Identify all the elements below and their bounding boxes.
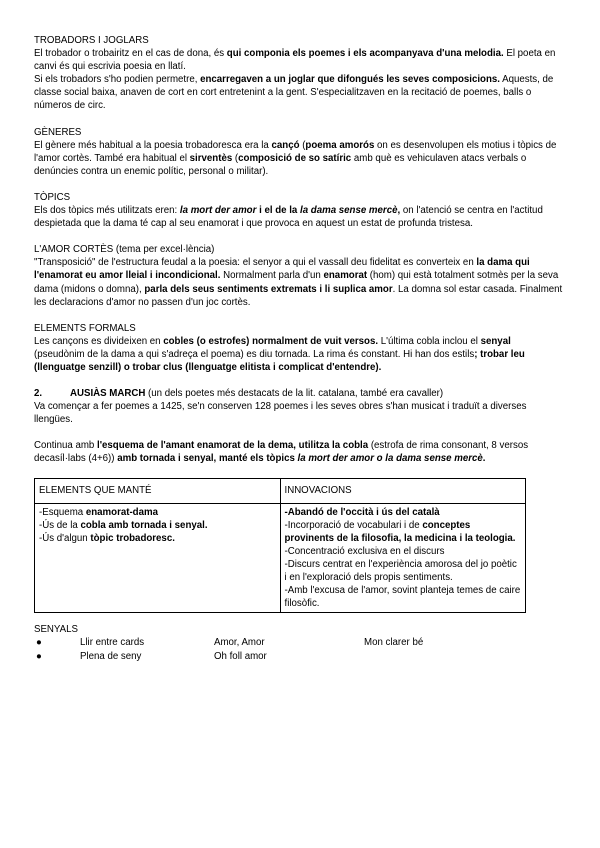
section-trobadors [34,34,564,113]
paragraph [34,439,564,465]
text: -Ús de la [39,519,81,531]
bold-italic-text: la dama sense mercè [300,205,398,217]
bold-text: encarregaven a un joglar que difongués les seves composicions. [200,74,500,86]
cell-line: -Concentració exclusiva en el discurs [284,545,445,557]
text: "Transposició" de l'estructura feudal a la poesia: el senyor a qui el vassall deu fidelitat es converteix en [34,257,477,269]
bold-text: i el de la [256,205,300,217]
bullet-icon: ● [36,651,42,663]
bold-text: , [397,205,401,217]
text: Si els trobadors s'ho podien permetre, [34,74,201,86]
bold-text: AUSIÀS MARCH [70,388,146,400]
table-cell [280,503,526,613]
text: (estrofa de rima consonant, 8 versos decasíl·labs (4+6)) [34,440,529,465]
bold-text: senyal [480,335,511,347]
list-item [34,636,564,650]
section-title: TÒPICS [34,191,71,203]
paragraph [34,335,564,374]
bold-text: l'esquema de l'amant enamorat de la dema, utilitza la cobla [97,440,369,452]
cell-line [285,506,522,519]
document-page [34,34,564,664]
paragraph [34,47,564,73]
text: El gènere més habitual a la poesia trobadoresca era la [34,139,272,151]
bold-text: parla dels seus sentiments extremats i li suplica amor [144,283,393,295]
text: ( [232,152,239,164]
bold-italic-text: la mort der amor [179,205,257,217]
text: (un dels poetes més destacats de la lit. catalana, també era cavaller) [145,388,444,400]
bold-text: cançó [271,139,300,151]
bold-italic-text: la mort der amor o la dama sense mercè [297,453,483,465]
bold-text: -Abandó de l'occità i ús del català [284,506,440,518]
cell-line [285,519,522,545]
table-header-cell: ELEMENTS QUE MANTÉ [35,478,281,503]
section-number: 2. [34,388,43,400]
text: ( [299,139,306,151]
text: El poeta en canvi és qui escrivia poesia en llatí. [34,48,556,73]
paragraph [34,256,564,308]
bold-text: sirventès [189,152,233,164]
section-senyals [34,623,564,664]
section-title: ELEMENTS FORMALS [34,322,136,334]
bold-text: conceptes provinents de la filosofia, la medicina i la teologia. [284,519,516,544]
bullet-icon: ● [36,637,42,649]
text: -Ús d'algun [39,532,91,544]
bold-text: enamorat [323,270,368,282]
table-cell [35,503,281,613]
text: El trobador o trobairitz en el cas de dona, és [34,48,227,60]
section-elements-formals [34,322,564,374]
bold-text: qui componia els poemes i els acompanyava d'una melodia. [226,48,504,60]
bold-text: poema amorós [305,139,375,151]
paragraph [34,387,564,400]
paragraph [34,73,564,112]
text: Aquests, de classe social baixa, anaven de cort en cort entretenint a la gent. S'especialitzaven en la recitació de poemes, balls o números de circ. [34,74,554,112]
text: (pseudònim de la dama a qui s'adreça el poema) es diu tornada. La rima és constant. Hi han dos estils [34,348,475,360]
text: Les cançons es divideixen en [34,335,164,347]
senyal-name: Oh foll amor [214,651,267,663]
section-title: GÈNERES [34,126,82,138]
table-row [35,503,526,613]
section-title: L'AMOR CORTÈS (tema per excel·lència) [34,244,215,256]
cell-line: -Discurs centrat en l'experiència amorosa del jo poètic i en l'exploració dels propis sentiments. [284,558,517,583]
bold-text: enamorat-dama [85,506,158,518]
senyal-name: Plena de seny [80,651,142,663]
bold-text: cobla amb tornada i senyal. [80,519,208,531]
text: L'última cobla inclou el [378,335,481,347]
text: Normalment parla d'un [220,270,324,282]
senyal-name: Llir entre cards [80,637,145,649]
text: (hom) qui està totalment sotmès per la seva dama (midons o domna), [34,270,559,295]
section-title: TROBADORS I JOGLARS [34,35,149,46]
section-title: SENYALS [34,624,78,636]
section-topics [34,191,564,230]
bold-text: la dama qui l'enamorat eu amor lleial i incondicional. [34,257,530,282]
text: . La domna sol estar casada. Finalment les declaracions d'amor no passen d'un joc cortès. [34,283,563,308]
text: on l'atenció se centra en l'actitud despietada que la dama té cap al seu enamorat i que provoca en aquest un estat de profunda tristesa. [34,205,543,230]
cell-line [39,532,276,545]
text: Els dos tòpics més utilitzats eren: [34,205,180,217]
section-ausias-march [34,387,564,426]
cell-line: -Amb l'excusa de l'amor, sovint planteja temes de caire filosòfic. [284,585,521,610]
list-item [34,650,564,664]
cell-line [39,519,276,532]
text: -Esquema [39,506,86,518]
section-continua [34,439,564,465]
text: -Incorporació de vocabulari i de [284,519,423,531]
table-header-row [35,478,526,503]
table-header-cell: INNOVACIONS [280,478,526,503]
cell-line [39,506,276,519]
senyal-name: Amor, Amor [214,637,265,649]
bold-text: . [482,453,486,465]
paragraph: Va començar a fer poemes a 1425, se'n conserven 128 poemes i les seves obres s'han musicat i traduït a diverses llengües. [34,401,527,426]
paragraph [34,139,564,178]
text: amb què es vehiculaven atacs verbals o denúncies contra un enemic polític, personal o militar). [34,152,527,177]
comparison-table [34,478,526,614]
bold-text: composició de so satíric [238,152,352,164]
paragraph [34,204,564,230]
text: Continua amb [34,440,98,452]
senyal-name: Mon clarer bé [364,637,424,649]
text: on es desenvolupen els motius i tòpics de l'amor cortès. També era habitual el [34,139,557,164]
bold-text: amb tornada i senyal, manté els tòpics [117,453,298,465]
bold-text: tòpic trobadoresc. [90,532,175,544]
section-amor-cortes [34,243,564,308]
section-generes [34,126,564,178]
bold-text: cobles (o estrofes) normalment de vuit versos. [163,335,379,347]
bold-text: ; trobar leu (llenguatge senzill) o trobar clus (llenguatge elitista i complicat d'entendre). [34,348,525,373]
